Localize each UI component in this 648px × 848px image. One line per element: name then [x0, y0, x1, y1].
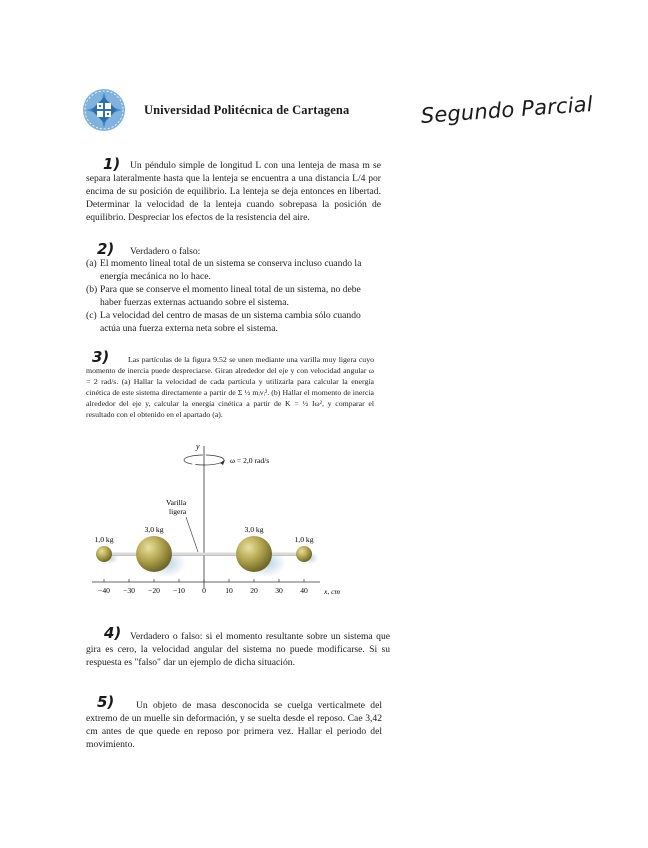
mass-ball [236, 536, 272, 572]
question-4-text: Verdadero o falso: si el momento resultante sobre un sistema que gira es cero, la velocidad angular del sistema no puede modificarse. Si su respuesta es "falso" dar un ejemplo de dicha situación. [86, 631, 390, 668]
rod-label-line2: ligera [169, 507, 187, 516]
question-2-item [86, 284, 376, 310]
question-4-number: 4) [104, 624, 122, 642]
question-2-item [86, 310, 376, 336]
question-3-text: Las partículas de la figura 9.52 se unen mediante una varilla muy ligera cuyo momento de inercia puede despreciarse. Giran alrededor del eje y con velocidad angular ω = 2 rad/s. (a) Hallar la velocidad de cada partícula y utilizarla para calcular la energía cinética de este sistema directamente a partir de Σ ½ mᵢvᵢ². (b) Hallar el momento de inercia alrededor del eje y, calcular la energía cinética a partir de K = ½ Iω², y comparar el resultado con el obtenido en el apartado (a). [86, 355, 374, 419]
x-axis-tick-label: −10 [173, 586, 185, 595]
item-text: Para que se conserve el momento lineal total de un sistema, no debe haber fuerzas externas actuando sobre el sistema. [100, 283, 361, 308]
x-axis-tick-label: −30 [123, 586, 135, 595]
rod-pointer [186, 517, 198, 552]
mass-label: 3,0 kg [244, 525, 264, 534]
x-axis-tick-label: −40 [98, 586, 110, 595]
item-label: (a) [86, 258, 97, 269]
mass-label: 1,0 kg [294, 535, 314, 544]
mass-ball [296, 546, 312, 562]
question-1-text: Un péndulo simple de longitud L con una lenteja de masa m se separa lateralmente hasta que la lenteja se encuentra a una distancia L/4 por encima de su posición de equilibrio. La lenteja se deja entonces en libertad. Determinar la velocidad de la lenteja cuando sobrepasa la posición de equilibrio. Despreciar los efectos de la resistencia del aire. [86, 160, 381, 223]
mass-label: 3,0 kg [144, 525, 164, 534]
question-5-text: Un objeto de masa desconocida se cuelga verticalmete del extremo de un muelle sin deformación, y se suelta desde el reposo. Cae 3,42 cm antes de que quede en reposo por primera vez. Hallar el periodo del movimiento. [86, 700, 382, 750]
question-2-number: 2) [97, 240, 115, 258]
item-label: (b) [86, 283, 98, 295]
x-axis-tick-label: 20 [250, 586, 258, 595]
rod-label-line1: Varilla [166, 498, 187, 507]
y-axis-label: y [196, 442, 200, 451]
x-axis-tick-label: 30 [275, 586, 283, 595]
question-2-list [86, 258, 376, 335]
rotating-masses-figure [82, 438, 372, 603]
x-axis-label: x, cm [324, 587, 341, 596]
mass-ball [136, 536, 172, 572]
item-text: El momento lineal total de un sistema se conserva incluso cuando la energía mecánica no lo hace. [100, 258, 362, 282]
exam-subtitle: Segundo Parcial [420, 91, 594, 128]
question-2-intro: Verdadero o falso: [130, 246, 201, 257]
omega-label: ω = 2,0 rad/s [230, 456, 270, 465]
question-5-number: 5) [97, 693, 115, 711]
question-3-number: 3) [92, 348, 110, 366]
item-label: (c) [86, 309, 97, 321]
x-axis-tick-label: 10 [225, 586, 233, 595]
university-name: Universidad Politécnica de Cartagena [144, 103, 350, 117]
item-text: La velocidad del centro de masas de un sistema cambia sólo cuando actúa una fuerza externa neta sobre el sistema. [100, 309, 361, 334]
x-axis-tick-label: 40 [300, 586, 308, 595]
university-logo [82, 88, 126, 132]
mass-label: 1,0 kg [94, 535, 114, 544]
question-2-item [86, 258, 376, 284]
mass-ball [96, 546, 112, 562]
x-axis-tick-label: −20 [148, 586, 160, 595]
x-axis-tick-label: 0 [202, 586, 206, 595]
question-1-number: 1) [103, 155, 121, 173]
